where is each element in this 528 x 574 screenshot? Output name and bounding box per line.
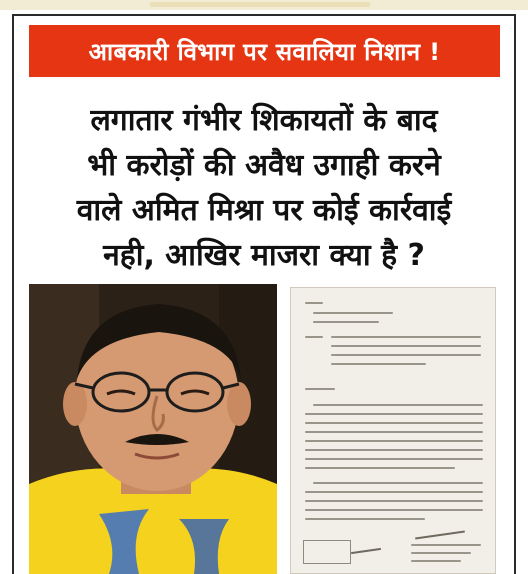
complaint-document [290,287,496,574]
person-photo-illustration [29,284,277,574]
headline-line-2: भी करोड़ों की अवैध उगाही करने [87,148,441,183]
headline-line-4: नही, आखिर माजरा क्या है ? [103,238,425,273]
top-strip [0,0,528,10]
headline-line-3: वाले अमित मिश्रा पर कोई कार्रवाई [76,193,452,228]
person-photo [29,284,277,574]
headline-banner [29,25,500,77]
headline-line-1: लगातार गंभीर शिकायतों के बाद [90,103,438,138]
main-headline [20,98,508,278]
banner-text: आबकारी विभाग पर सवालिया निशान ! [88,37,441,66]
